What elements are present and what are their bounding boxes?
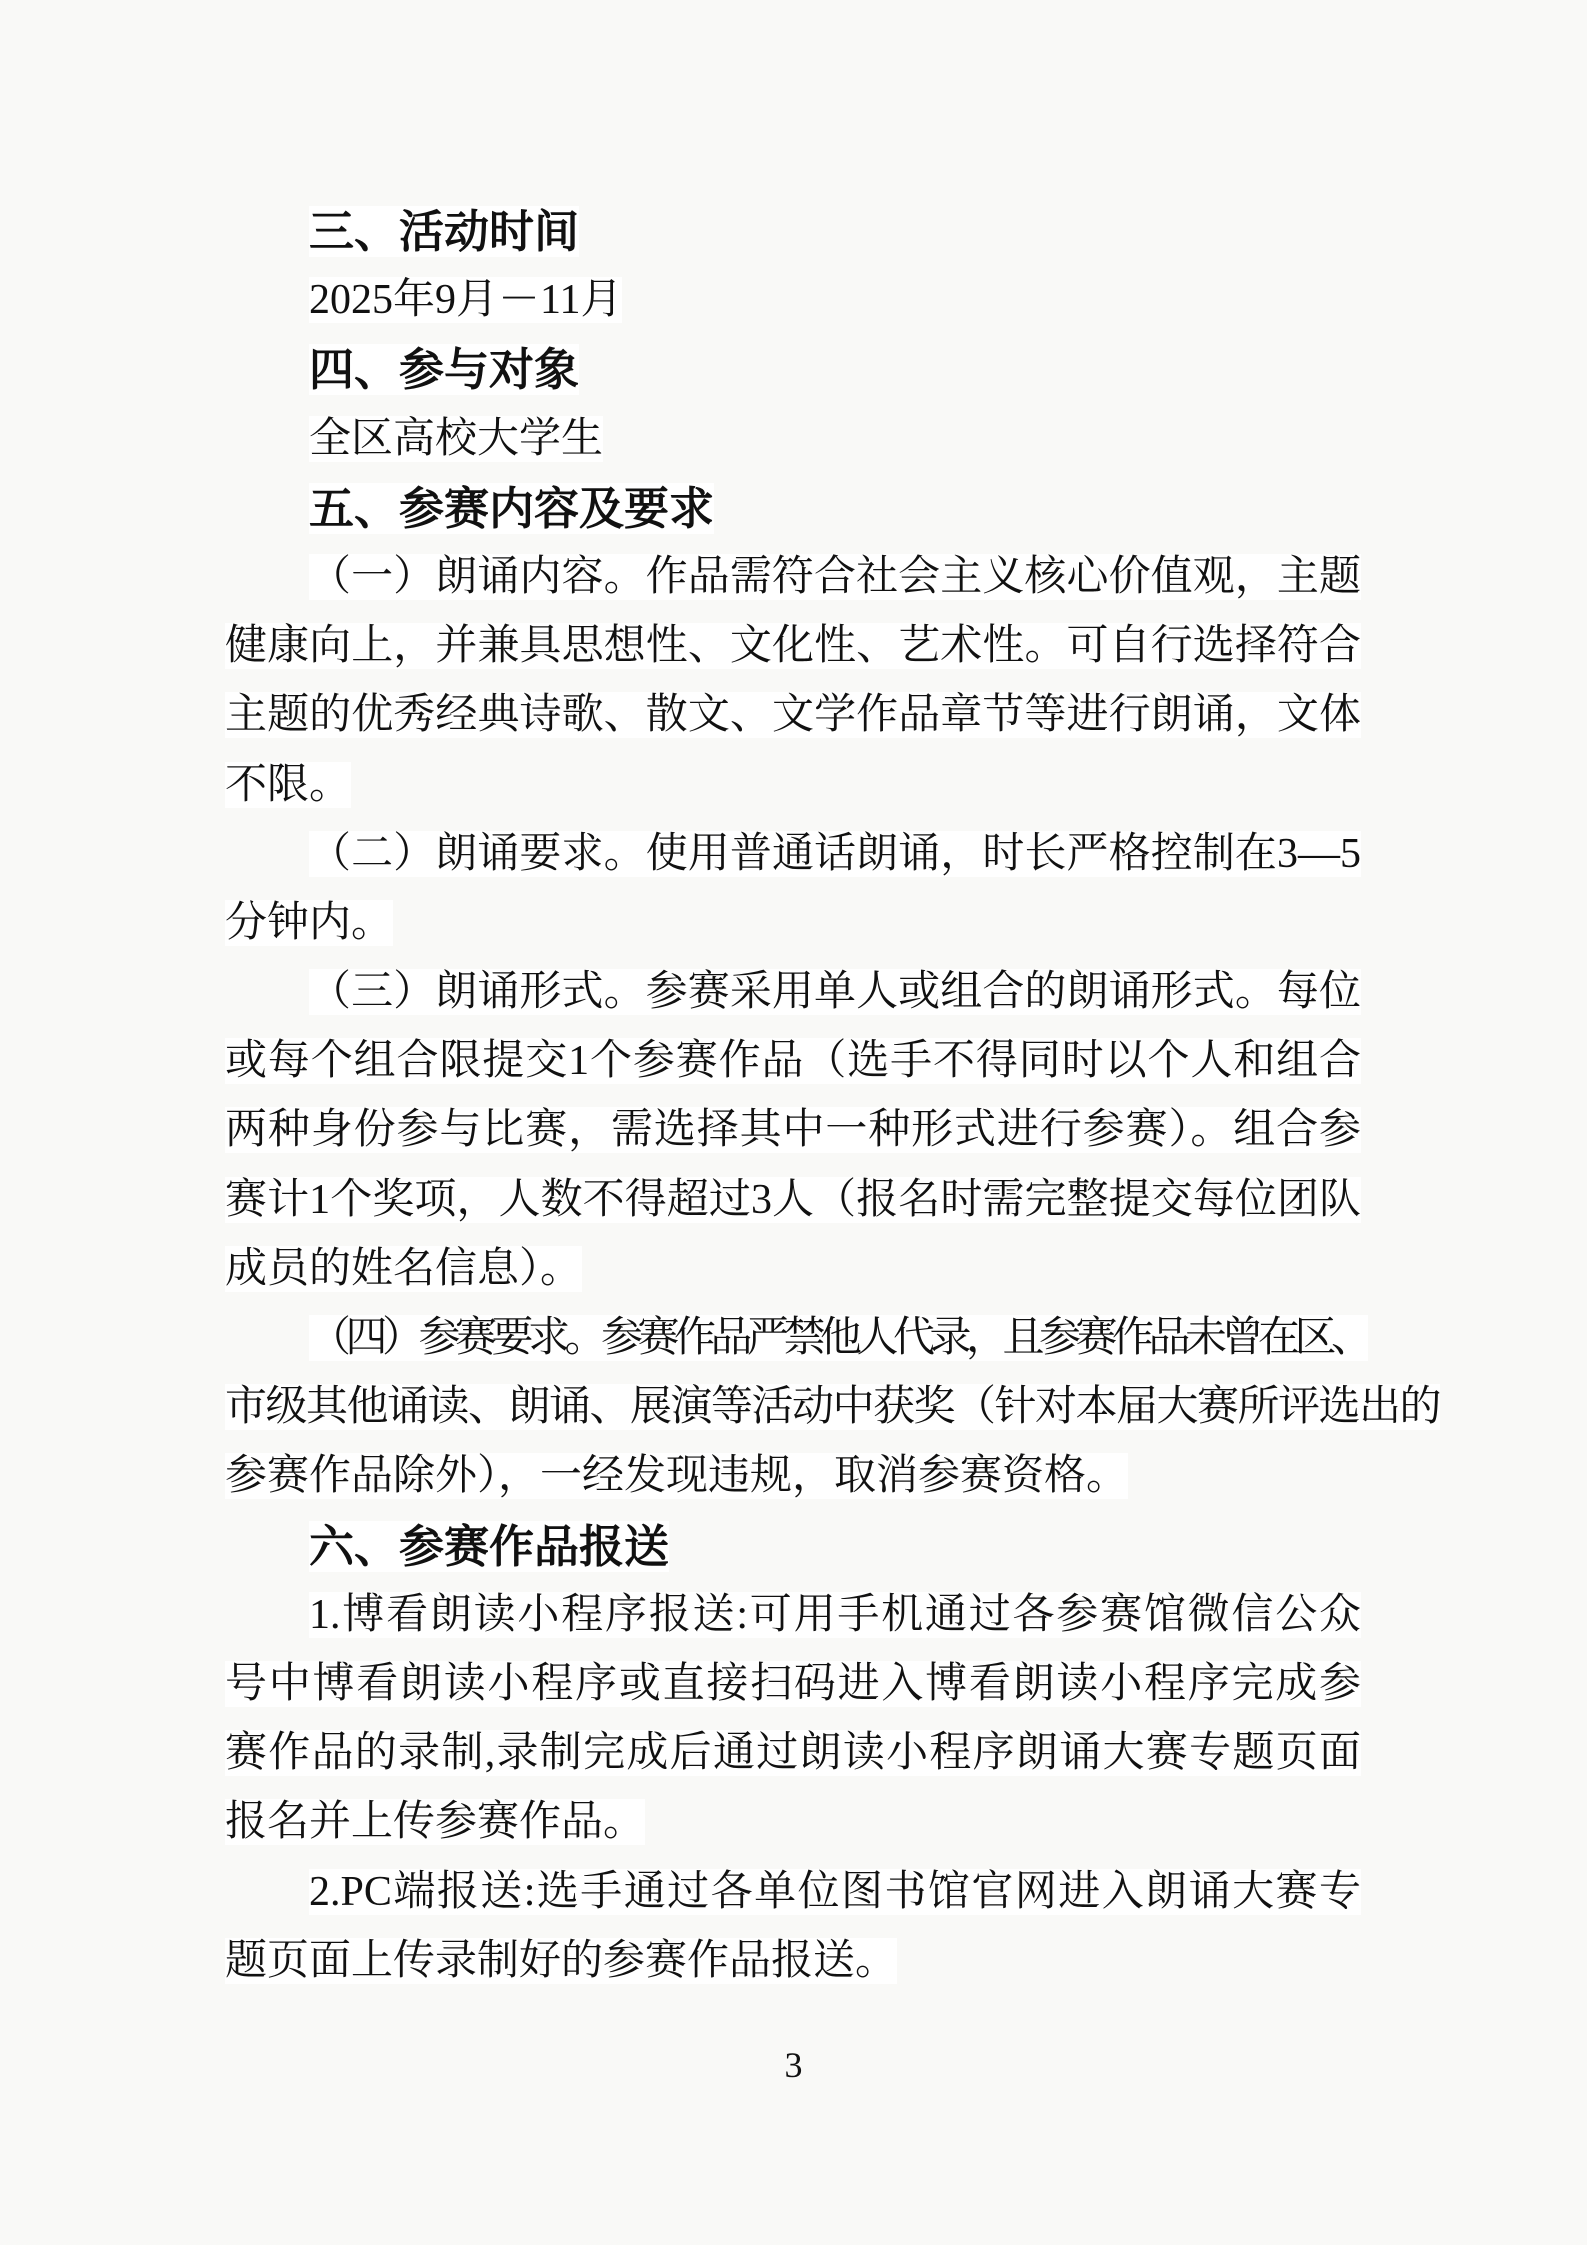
section-heading: 六、参赛作品报送 bbox=[309, 1520, 670, 1572]
text-line: 全区高校大学生 bbox=[309, 415, 604, 462]
text-line: 赛计1个奖项，人数不得超过3人（报名时需完整提交每位团队 bbox=[225, 1176, 1361, 1223]
text-line: 分钟内。 bbox=[225, 899, 394, 946]
text-line: 2025年9月－11月 bbox=[309, 277, 623, 324]
text-line: 市级其他诵读、朗诵、展演等活动中获奖（针对本届大赛所评选出的 bbox=[225, 1384, 1441, 1431]
text-line: 或每个组合限提交1个参赛作品（选手不得同时以个人和组合 bbox=[225, 1038, 1361, 1085]
text-line: 2.PC端报送:选手通过各单位图书馆官网进入朗诵大赛专 bbox=[309, 1868, 1361, 1915]
text-line: 健康向上，并兼具思想性、文化性、艺术性。可自行选择符合 bbox=[225, 623, 1361, 670]
text-line: 成员的姓名信息）。 bbox=[225, 1245, 583, 1292]
text-line: （二）朗诵要求。使用普通话朗诵，时长严格控制在3—5 bbox=[309, 830, 1361, 877]
text-line: （四）参赛要求。参赛作品严禁他人代录，且参赛作品未曾在区、 bbox=[309, 1315, 1368, 1361]
text-line: 题页面上传录制好的参赛作品报送。 bbox=[225, 1937, 898, 1984]
text-line: 两种身份参与比赛，需选择其中一种形式进行参赛）。组合参 bbox=[225, 1107, 1361, 1154]
text-line: 赛作品的录制,录制完成后通过朗读小程序朗诵大赛专题页面 bbox=[225, 1730, 1361, 1777]
section-heading: 四、参与对象 bbox=[309, 344, 580, 396]
text-line: 参赛作品除外），一经发现违规，取消参赛资格。 bbox=[225, 1453, 1129, 1500]
text-line: 主题的优秀经典诗歌、散文、文学作品章节等进行朗诵，文体 bbox=[225, 692, 1361, 739]
text-line: （一）朗诵内容。作品需符合社会主义核心价值观，主题 bbox=[309, 553, 1361, 600]
text-line: （三）朗诵形式。参赛采用单人或组合的朗诵形式。每位 bbox=[309, 969, 1361, 1016]
text-line: 报名并上传参赛作品。 bbox=[225, 1799, 646, 1846]
text-line: 不限。 bbox=[225, 761, 352, 808]
page-number: 3 bbox=[784, 2045, 803, 2085]
text-line: 1.博看朗读小程序报送:可用手机通过各参赛馆微信公众 bbox=[309, 1591, 1361, 1638]
section-heading: 三、活动时间 bbox=[309, 206, 580, 257]
text-line: 号中博看朗读小程序或直接扫码进入博看朗读小程序完成参 bbox=[225, 1660, 1361, 1707]
document-body bbox=[225, 197, 1441, 1996]
section-heading: 五、参赛内容及要求 bbox=[309, 482, 715, 534]
